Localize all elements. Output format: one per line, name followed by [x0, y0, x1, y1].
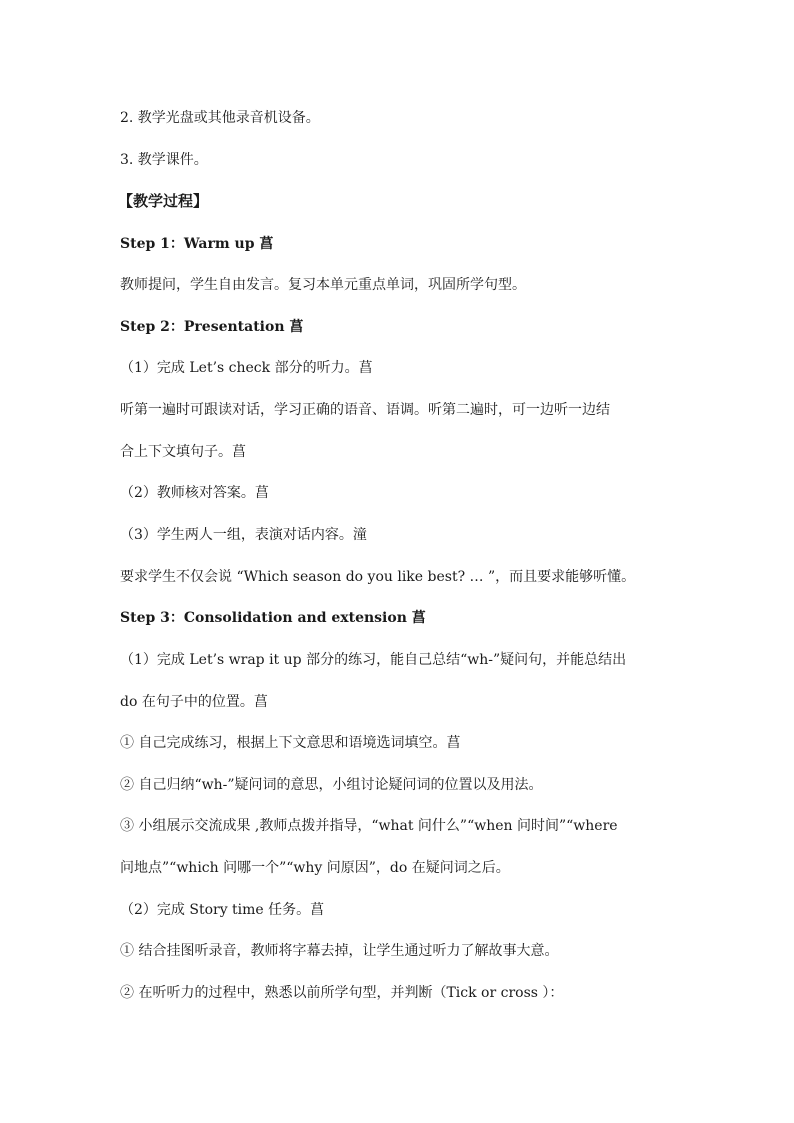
paragraph: （2）完成 Story time 任务。菖	[120, 902, 325, 918]
paragraph: ② 自己归纳“wh-”疑问词的意思，小组讨论疑问词的位置以及用法。	[120, 777, 543, 793]
paragraph: 合上下文填句子。菖	[120, 444, 246, 460]
paragraph: do 在句子中的位置。菖	[120, 694, 268, 710]
paragraph: ② 在听听力的过程中，熟悉以前所学句型，并判断（Tick or cross ）：	[120, 985, 564, 1001]
paragraph: （3）学生两人一组，表演对话内容。潼	[120, 527, 367, 543]
paragraph: ③ 小组展示交流成果 ,教师点拨并指导，“what 问什么”“when 问时间”“where	[120, 818, 618, 834]
paragraph: （2）教师核对答案。菖	[120, 485, 269, 501]
paragraph: ① 自己完成练习，根据上下文意思和语境选词填空。菖	[120, 735, 461, 751]
paragraph: 教师提问，学生自由发言。复习本单元重点单词，巩固所学句型。	[120, 277, 526, 293]
paragraph: （1）完成 Let’s check 部分的听力。菖	[120, 360, 373, 376]
section-heading-teaching-process: 【教学过程】	[118, 192, 209, 210]
paragraph: （1）完成 Let’s wrap it up 部分的练习，能自己总结“wh-”疑问句，并能总结出	[120, 652, 627, 668]
material-item-3: 3. 教学课件。	[120, 152, 208, 168]
material-item-2: 2. 教学光盘或其他录音机设备。	[120, 110, 320, 126]
paragraph: ① 结合挂图听录音，教师将字幕去掉，让学生通过听力了解故事大意。	[120, 943, 559, 959]
paragraph: 问地点”“which 问哪一个”“why 问原因”，do 在疑问词之后。	[120, 860, 510, 876]
paragraph: 听第一遍时可跟读对话，学习正确的语音、语调。听第二遍时，可一边听一边结	[120, 402, 610, 418]
step-3-heading: Step 3：Consolidation and extension 菖	[120, 610, 426, 626]
step-1-heading: Step 1：Warm up 菖	[120, 236, 274, 252]
step-2-heading: Step 2：Presentation 菖	[120, 319, 304, 335]
paragraph: 要求学生不仅会说 “Which season do you like best? … ”，而且要求能够听懂。	[120, 569, 636, 585]
